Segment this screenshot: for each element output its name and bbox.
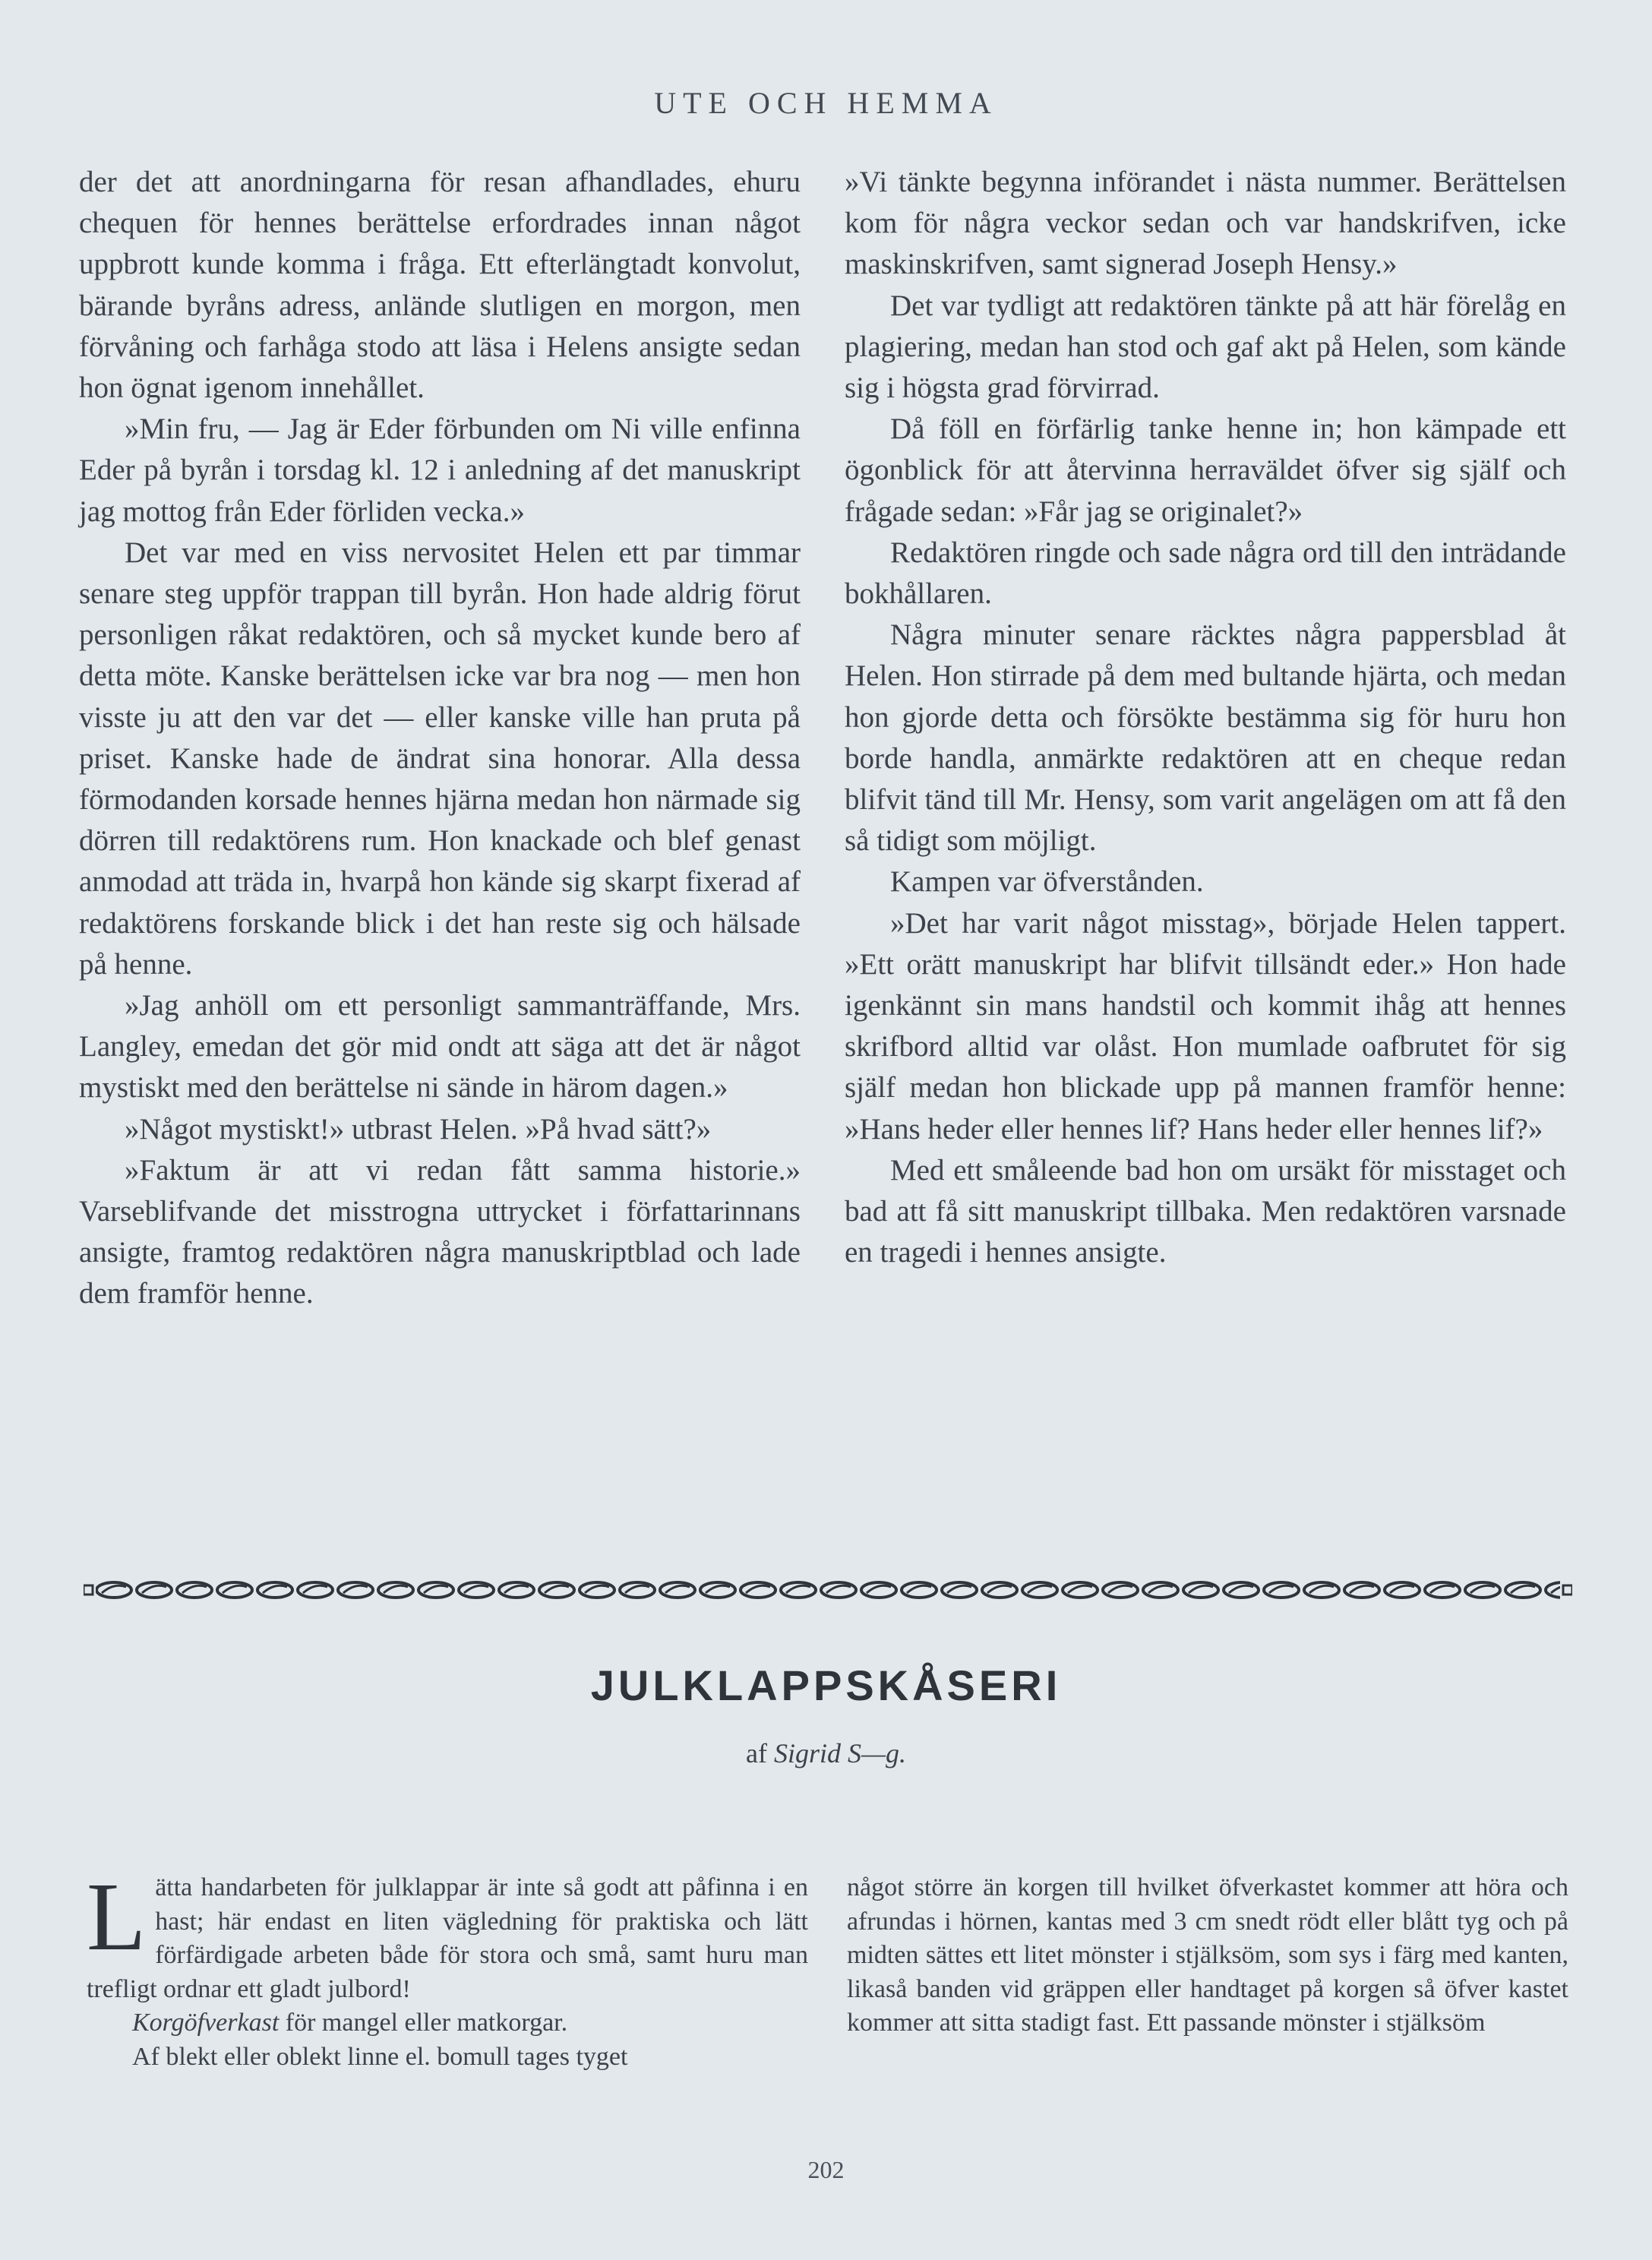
page-number: 202 [807,2156,845,2183]
paragraph: »Min fru, — Jag är Eder förbunden om Ni ville enfinna Eder på byrån i torsdag kl. 12 i anledning af det manuskript jag mottog från Eder förliden vecka.» [79,412,801,528]
paragraph: Kampen var öfverstånden. [890,865,1204,899]
paragraph: »Något mystiskt!» utbrast Helen. »På hvad sätt?» [125,1112,712,1146]
paragraph: Det var med en viss nervositet Helen ett par timmar senare steg uppför trappan till byrån. Hon hade aldrig förut personligen råkat redaktören, och så mycket kunde bero af detta möte. Kanske berättelsen icke var bra nog — men hon visste ju att den var det — eller kanske ville han pruta på priset. Kanske hade de ändrat sina honorar. Alla dessa förmodanden korsade hennes hjärna medan hon närmade sig dörren till redaktörens rum. Hon knackade och blef genast anmodad att träda in, hvarpå hon kände sig skarpt fixerad af redaktörens forskande blick i det han reste sig och hälsade på henne. [79,536,801,981]
story-left-column [79,162,801,1315]
ornamental-divider [84,1576,1572,1604]
subheading-rest: för mangel eller matkorgar. [279,2009,568,2037]
subheading: Korgöfverkast [132,2009,280,2037]
byline-prefix: af [746,1738,767,1768]
paragraph-text: ätta handarbeten för julklappar är inte så godt att påfinna i en hast; här endast en liten vägledning för praktiska och lätt förfärdigade arbeten både för stora och små, samt huru man trefligt ordnar ett gladt julbord! [87,1873,808,2003]
paragraph: »Det har varit något misstag», började Helen tappert. »Ett orätt manuskript har blifvit tillsändt eder.» Hon hade igenkännt sin mans handstil och kommit ihåg att hennes skrifbord alltid var olåst. Hon mumlade oafbrutet för sig själf medan hon blickade upp på mannen framför henne: »Hans heder eller hennes lif? Hans heder eller hennes lif?» [845,906,1566,1146]
byline [0,1737,1652,1769]
paragraph: Då föll en förfärlig tanke henne in; hon kämpade ett ögonblick för att återvinna herraväldet öfver sig själf och frågade sedan: »Får jag se originalet?» [845,412,1566,528]
subheading-paragraph [87,2006,808,2040]
paragraph: Af blekt eller oblekt linne el. bomull tages tyget [132,2042,628,2071]
paragraph: der det att anordningarna för resan afhandlades, ehuru chequen för hennes berättelse erfordrades innan något uppbrott kunde komma i fråga. Ett efterlängtadt konvolut, bärande byråns adress, anlände slutligen en morgon, men förvåning och farhåga stodo att läsa i Helens ansigte sedan hon ögnat igenom innehållet. [79,166,801,405]
article-left-column [87,1863,808,2074]
paragraph: Redaktören ringde och sade några ord till den inträdande bokhållaren. [845,536,1566,611]
article-right-column [847,1871,1568,2040]
paragraph: Några minuter senare räcktes några pappersblad åt Helen. Hon stirrade på dem med bultande hjärta, och medan hon gjorde detta och försökte bestämma sig för huru hon borde handla, anmärkte redaktören att en cheque redan blifvit tänd till Mr. Hensy, som varit angelägen om att få den så tidigt som möjligt. [845,618,1566,858]
drop-cap: L [87,1863,147,1971]
paragraph: Med ett småleende bad hon om ursäkt för misstaget och bad att få sitt manuskript tillbaka. Men redaktören varsnade en tragedi i hennes ansigte. [845,1153,1566,1269]
paragraph: något större än korgen till hvilket öfverkastet kommer att höra och afrundas i hörnen, kantas med 3 cm snedt rödt eller blått tyg och på midten sättes ett litet mönster i stjälksöm, som sys i färg med kanten, likaså banden vid gräppen eller handtaget på korgen så öfver kastet kommer att sitta stadigt fast. Ett passande mönster i stjälksöm [847,1873,1568,2037]
paragraph: Det var tydligt att redaktören tänkte på att här förelåg en plagiering, medan han stod och gaf akt på Helen, som kände sig i högsta grad förvirrad. [845,289,1566,405]
paragraph [87,1863,808,2006]
running-title: UTE OCH HEMMA [654,86,998,120]
paragraph: »Jag anhöll om ett personligt sammanträffande, Mrs. Langley, emedan det gör mid ondt att säga att det är något mystiskt med den berättelse ni sände in härom dagen.» [79,989,801,1105]
article-title: JULKLAPPSKÅSERI [590,1661,1062,1709]
story-right-column [845,162,1566,1273]
author-name: Sigrid S—g. [773,1738,906,1768]
paragraph: »Vi tänkte begynna införandet i nästa nummer. Berättelsen kom för några veckor sedan och var handskrifven, icke maskinskrifven, samt signerad Joseph Hensy.» [845,166,1566,281]
paragraph: »Faktum är att vi redan fått samma historie.» Varseblifvande det misstrogna uttrycket i författarinnans ansigte, framtog redaktören några manuskriptblad och lade dem framför henne. [79,1153,801,1310]
